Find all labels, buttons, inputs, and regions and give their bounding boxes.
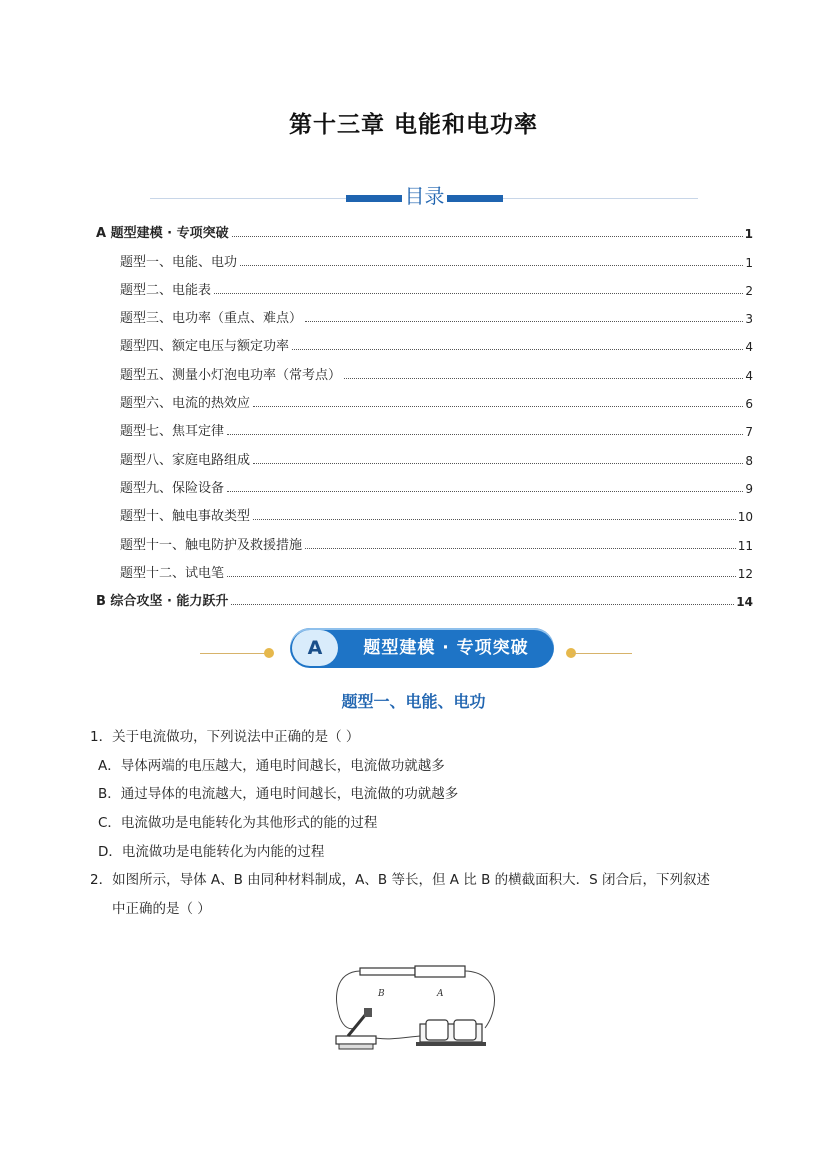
toc-entry[interactable] [96,270,753,298]
toc-heading-label: 目录 [402,180,447,209]
toc-entry[interactable] [96,581,753,609]
toc-leader-dots [232,235,743,237]
toc-entry-label: 题型四、额定电压与额定功率 [120,339,290,355]
circuit-figure [330,958,500,1058]
label-a: A [437,989,444,999]
toc-entry-label: 题型六、电流的热效应 [120,396,251,412]
toc-entry-label: 题型九、保险设备 [120,480,225,496]
question-1-option-a: A．导体两端的电压越大，通电时间越长，电流做功就越多 [98,758,445,774]
toc-leader-dots [240,264,743,266]
toc-heading-bar-left [346,195,402,202]
toc-entry-label: 题型十二、试电笔 [120,565,225,581]
toc-leader-dots [253,405,743,407]
toc-entry-label: 题型七、焦耳定律 [120,424,225,440]
toc-entry[interactable] [96,241,753,269]
toc-entry-page: 12 [737,566,753,581]
toc-entry[interactable] [96,439,753,467]
banner-line-right [572,653,632,654]
toc-entry-page: 4 [745,368,753,383]
toc-leader-dots [305,547,736,549]
toc-leader-dots [253,518,736,520]
toc-entry-label: 题型十、触电事故类型 [120,509,251,525]
banner-dot-left [264,648,274,658]
conductor-b [360,968,415,975]
toc-leader-dots [253,462,743,464]
switch-lever [348,1014,366,1036]
question-1-option-b: B．通过导体的电流越大，通电时间越长，电流做的功就越多 [98,786,459,802]
toc-entry[interactable] [96,298,753,326]
toc-entry-label: B 综合攻坚 · 能力跃升 [96,594,229,610]
toc-entry[interactable] [96,383,753,411]
question-2 [90,870,758,919]
banner-line-left [200,653,270,654]
toc-leader-dots [227,490,743,492]
toc-entry-label: A 题型建模 · 专项突破 [96,226,229,242]
toc-leader-dots [344,377,743,379]
question-2-stem-line2: 中正确的是（ ） [112,901,211,917]
toc-entry-label: 题型八、家庭电路组成 [120,452,251,468]
toc-entry-page: 9 [745,481,753,496]
toc-entry-page: 10 [737,510,753,525]
question-1-stem: 1．关于电流做功，下列说法中正确的是（ ） [90,729,360,745]
toc-entry[interactable] [96,326,753,354]
toc-entry-page: 14 [736,595,753,610]
toc-entry[interactable] [96,468,753,496]
question-2-stem-line1: 2．如图所示，导体 A、B 由同种材料制成，A、B 等长，但 A 比 B 的横截面积大．S 闭合后，下列叙述 [90,872,710,888]
battery-cell-1 [426,1020,448,1040]
battery-base [416,1042,486,1046]
question-1-option-c: C．电流做功是电能转化为其他形式的能的过程 [98,815,378,831]
banner-text: 题型建模 · 专项突破 [363,638,529,658]
table-of-contents [96,213,753,609]
toc-entry[interactable] [96,496,753,524]
toc-entry-page: 2 [745,283,753,298]
toc-entry[interactable] [96,553,753,581]
toc-entry-label: 题型十一、触电防护及救援措施 [120,537,303,553]
wire-left [337,971,360,1029]
toc-leader-dots [227,433,743,435]
toc-leader-dots [227,575,736,577]
switch-base-bottom [339,1044,373,1049]
banner-letter: A [292,630,338,666]
toc-entry-label: 题型一、电能、电功 [120,254,238,270]
conductor-a [415,966,465,977]
switch-handle [364,1008,372,1017]
battery-cell-2 [454,1020,476,1040]
toc-entry-page: 8 [745,453,753,468]
toc-leader-dots [305,320,743,322]
toc-entry-label: 题型五、测量小灯泡电功率（常考点） [120,367,342,383]
toc-heading-bar-right [447,195,503,202]
toc-entry[interactable] [96,411,753,439]
toc-leader-dots [231,603,734,605]
toc-heading [150,180,698,210]
chapter-title: 第十三章 电能和电功率 [288,112,538,138]
toc-entry-label: 题型三、电功率（重点、难点） [120,311,303,327]
switch-base [336,1036,376,1044]
toc-entry-page: 7 [745,425,753,440]
toc-entry-label: 题型二、电能表 [120,282,212,298]
label-b: B [378,989,385,999]
toc-entry[interactable] [96,213,753,241]
topic-subheading: 题型一、电能、电功 [341,692,486,711]
toc-entry-page: 1 [744,227,753,242]
toc-entry-page: 11 [737,538,753,553]
toc-entry[interactable] [96,354,753,382]
toc-entry-page: 4 [745,340,753,355]
wire-bottom [375,1036,420,1039]
toc-entry-page: 1 [745,255,753,270]
question-1-option-d: D．电流做功是电能转化为内能的过程 [98,844,325,860]
toc-entry[interactable] [96,524,753,552]
toc-entry-page: 3 [745,312,753,327]
toc-leader-dots [292,348,743,350]
toc-leader-dots [214,292,743,294]
section-banner [200,628,640,670]
toc-entry-page: 6 [745,397,753,412]
